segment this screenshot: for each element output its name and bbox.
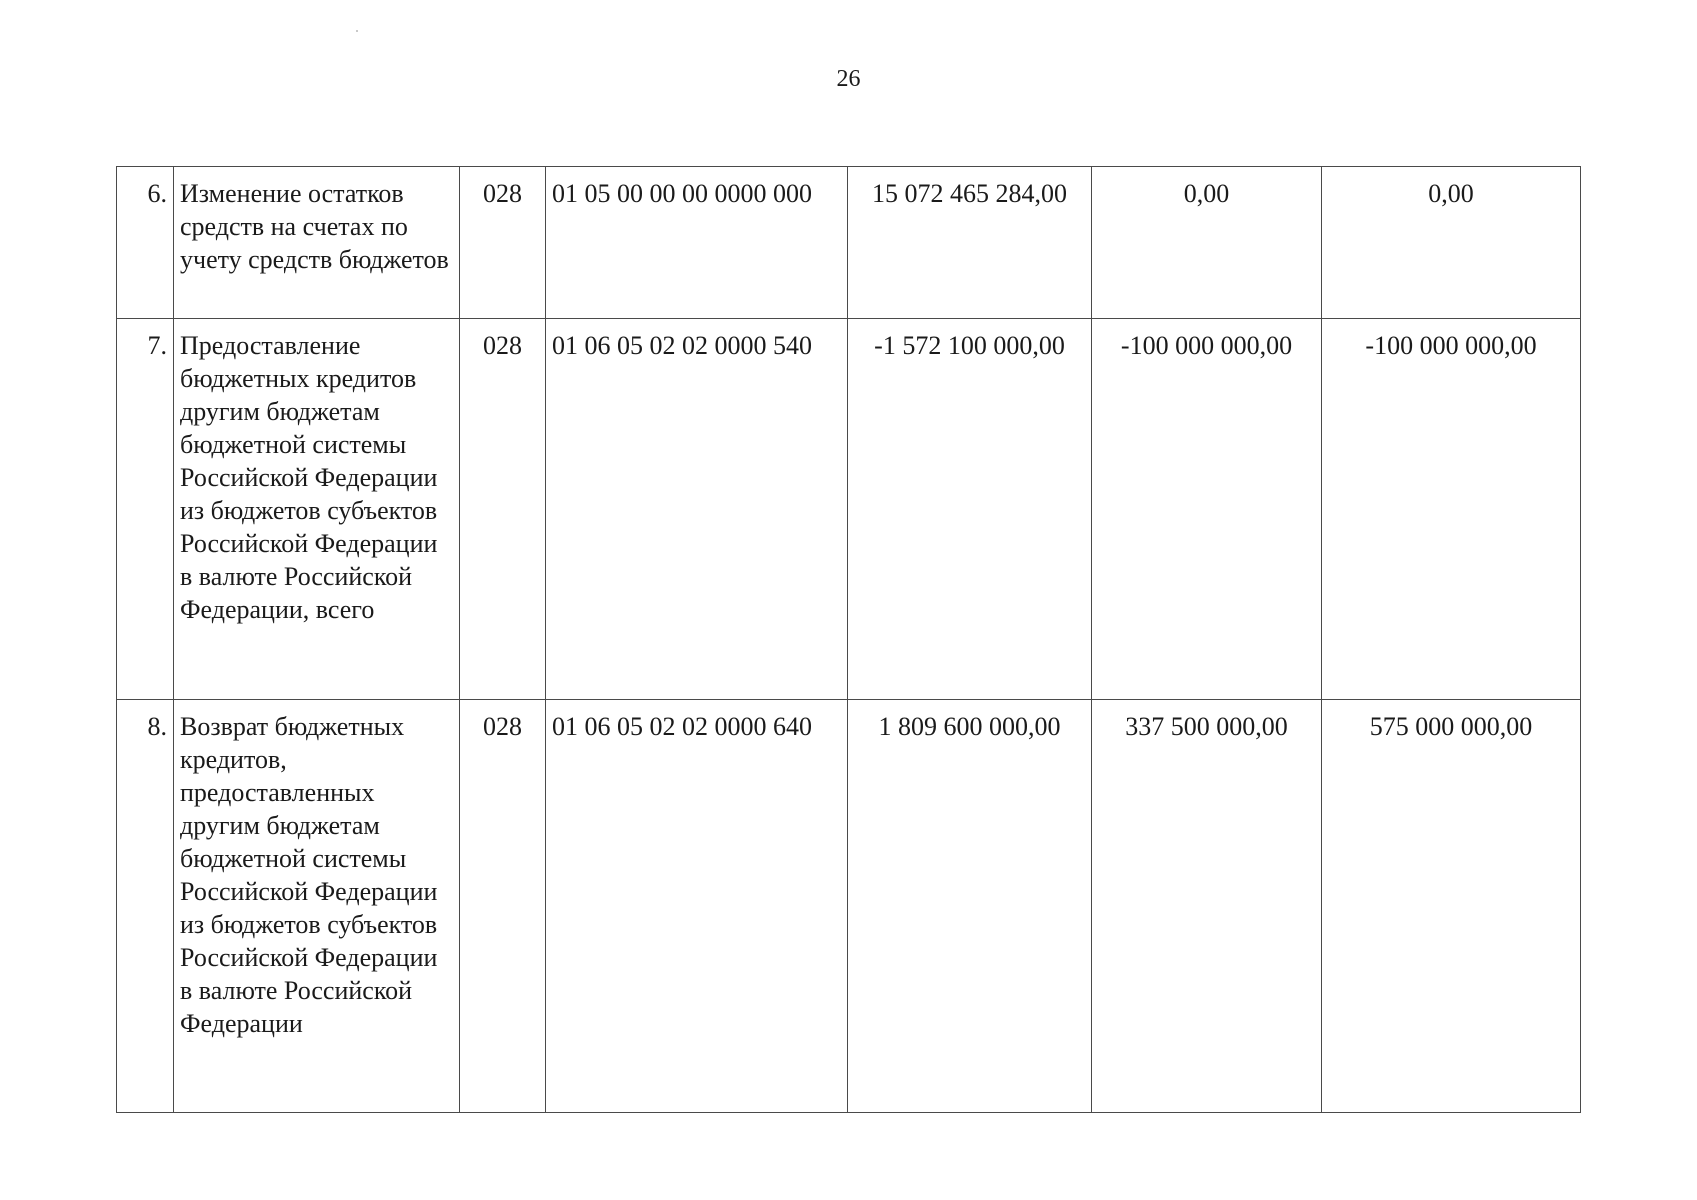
- budget-classification-code: 01 06 05 02 02 0000 640: [546, 700, 848, 1113]
- table-row: [117, 700, 1581, 1113]
- amount-year-1: -1 572 100 000,00: [848, 319, 1092, 700]
- budget-classification-code: 01 05 00 00 00 0000 000: [546, 167, 848, 319]
- row-name: Возврат бюджетных кредитов, предоставленных другим бюджетам бюджетной системы Российской Федерации из бюджетов субъектов Российской Федерации в валюте Российской Федерации: [174, 700, 460, 1113]
- row-number: 7.: [117, 319, 174, 700]
- row-number: 6.: [117, 167, 174, 319]
- table-row: [117, 167, 1581, 319]
- amount-year-1: 1 809 600 000,00: [848, 700, 1092, 1113]
- row-name: Предоставление бюджетных кредитов другим бюджетам бюджетной системы Российской Федерации из бюджетов субъектов Российской Федерации в валюте Российской Федерации, всего: [174, 319, 460, 700]
- amount-year-2: -100 000 000,00: [1092, 319, 1322, 700]
- admin-code: 028: [460, 319, 546, 700]
- budget-table-container: [116, 166, 1580, 1113]
- table-row: [117, 319, 1581, 700]
- budget-sources-table: [116, 166, 1581, 1113]
- admin-code: 028: [460, 167, 546, 319]
- amount-year-3: 575 000 000,00: [1322, 700, 1581, 1113]
- amount-year-2: 337 500 000,00: [1092, 700, 1322, 1113]
- amount-year-1: 15 072 465 284,00: [848, 167, 1092, 319]
- admin-code: 028: [460, 700, 546, 1113]
- row-name: Изменение остатков средств на счетах по учету средств бюджетов: [174, 167, 460, 319]
- scan-speck: [356, 30, 358, 32]
- row-number: 8.: [117, 700, 174, 1113]
- amount-year-3: -100 000 000,00: [1322, 319, 1581, 700]
- page-number: 26: [836, 66, 861, 92]
- amount-year-3: 0,00: [1322, 167, 1581, 319]
- budget-classification-code: 01 06 05 02 02 0000 540: [546, 319, 848, 700]
- amount-year-2: 0,00: [1092, 167, 1322, 319]
